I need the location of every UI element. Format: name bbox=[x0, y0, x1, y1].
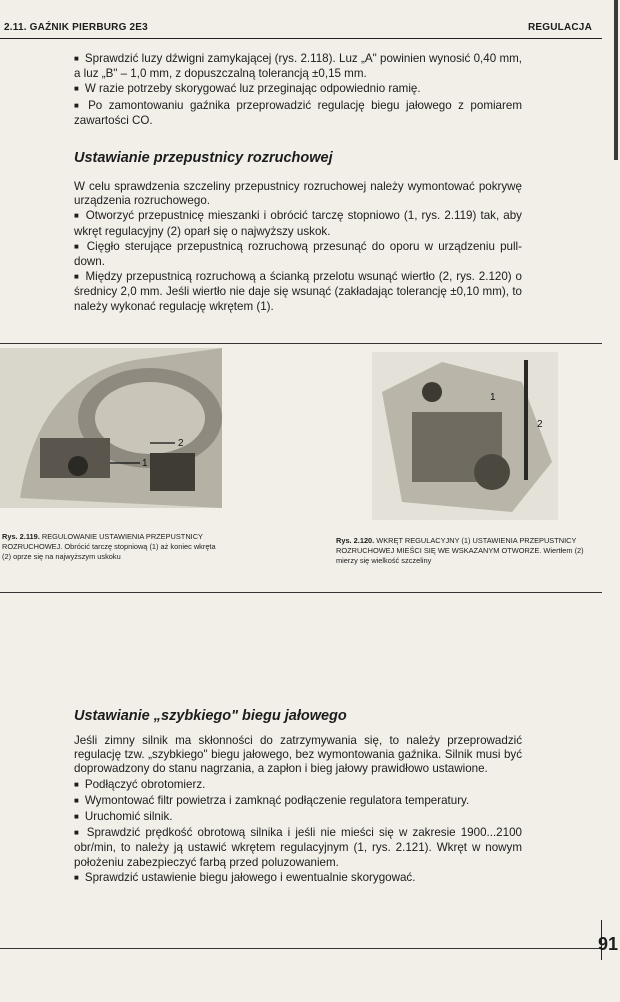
section2-body bbox=[74, 734, 522, 887]
figure-label: Rys. 2.119. bbox=[2, 532, 40, 541]
intro-item: ■ W razie potrzeby skorygować luz przeginając odpowiednio ramię. bbox=[74, 82, 522, 97]
figure-top-rule bbox=[0, 343, 602, 344]
intro-block bbox=[74, 52, 522, 129]
callout-1-right: 1 bbox=[490, 392, 496, 403]
callout-1-left: 1 bbox=[142, 458, 148, 469]
figure-bottom-rule bbox=[0, 592, 602, 593]
figure-label: Rys. 2.120. bbox=[336, 536, 375, 545]
page-number: 91 bbox=[597, 934, 618, 954]
header-section-title: 2.11. GAŹNIK PIERBURG 2E3 bbox=[4, 22, 148, 33]
section2-lead: Jeśli zimny silnik ma skłonności do zatrzymywania się, to należy przeprowadzić regulację tzw. „szybkiego" biegu jałowego, bez wymontowania gaźnika. Silnik musi być doprowadzony do stanu nagrzania, a zapłon i bieg jałowy prawidłowo ustawione. bbox=[74, 734, 522, 776]
section1-item: ■ Cięgło sterujące przepustnicą rozruchową przesunąć do oporu w urządzeniu pull-down. bbox=[74, 240, 522, 269]
figure-2-120-photo bbox=[372, 352, 558, 520]
caption-text: aż koniec wkręta (2) oprze się na najwyższym uskoku bbox=[2, 542, 216, 561]
caption-text: REGULOWANIE USTAWIENIA PRZEPUSTNICY ROZRUCHOWEJ. bbox=[2, 532, 203, 551]
footer-rule bbox=[0, 948, 602, 949]
section1-lead: W celu sprawdzenia szczeliny przepustnicy rozruchowej należy wymontować pokrywę urządzenia rozruchowego. bbox=[74, 180, 522, 208]
section1-item: ■ Otworzyć przepustnicę mieszanki i obrócić tarczę stopniowo (1, rys. 2.119) tak, aby wkręt regulacyjny (2) oparł się o najwyższy uskok. bbox=[74, 209, 522, 238]
carburetor-photo-right bbox=[372, 352, 558, 520]
figure-2-119-caption bbox=[2, 532, 224, 562]
carburetor-photo-left bbox=[0, 348, 222, 508]
section1-body bbox=[74, 180, 522, 315]
header-chapter: REGULACJA bbox=[527, 22, 592, 33]
section1-item: ■ Między przepustnicą rozruchową a ścianką przelotu wsunąć wiertło (2, rys. 2.120) o średnicy 2,0 mm. Jeśli wiertło nie daje się wsunąć (zakładając tolerancję ±0,10 mm), to należy wykonać regulację wkrętem (1). bbox=[74, 270, 522, 314]
section2-item: ■ Sprawdzić ustawienie biegu jałowego i ewentualnie skorygować. bbox=[74, 871, 522, 886]
section2-item: ■ Wymontować filtr powietrza i zamknąć podłączenie regulatora temperatury. bbox=[74, 794, 522, 809]
header-rule bbox=[0, 38, 602, 39]
callout-2-left: 2 bbox=[178, 438, 184, 449]
running-header bbox=[4, 22, 592, 36]
caption-text: WKRĘT REGULACYJNY (1) USTAWIENIA PRZEPUSTNICY ROZRUCHOWEJ MIEŚCI SIĘ WE WSKAZANYM OTWORZE. bbox=[336, 536, 577, 555]
intro-item: ■ Po zamontowaniu gaźnika przeprowadzić regulację biegu jałowego z pomiarem zawartości CO. bbox=[74, 99, 522, 128]
figure-2-120-caption bbox=[336, 536, 586, 566]
callout-2-right: 2 bbox=[537, 419, 543, 430]
intro-item: ■ Sprawdzić luzy dźwigni zamykającej (rys. 2.118). Luz „A" powinien wynosić 0,40 mm, a luz „B" – 1,0 mm, z dopuszczalną tolerancją ±0,15 mm. bbox=[74, 52, 522, 81]
section2-item: ■ Sprawdzić prędkość obrotową silnika i jeśli nie mieści się w zakresie 1900...2100 obr/min, to należy ją ustawić wkrętem regulacyjnym (1, rys. 2.121). Wkręt w nowym położeniu zabezpieczyć farbą przed poluzowaniem. bbox=[74, 826, 522, 870]
caption-text: Obrócić tarczę stopniową (1) bbox=[64, 542, 159, 551]
page-edge-mark bbox=[614, 0, 618, 160]
figure-2-119-photo bbox=[0, 348, 222, 508]
section2-item: ■ Podłączyć obrotomierz. bbox=[74, 778, 522, 793]
section2-item: ■ Uruchomić silnik. bbox=[74, 810, 522, 825]
section1-heading: Ustawianie przepustnicy rozruchowej bbox=[74, 150, 333, 166]
caption-text: Wiertłem (2) mierzy się wielkość szczeliny bbox=[336, 546, 584, 565]
section2-heading: Ustawianie „szybkiego" biegu jałowego bbox=[74, 708, 347, 724]
